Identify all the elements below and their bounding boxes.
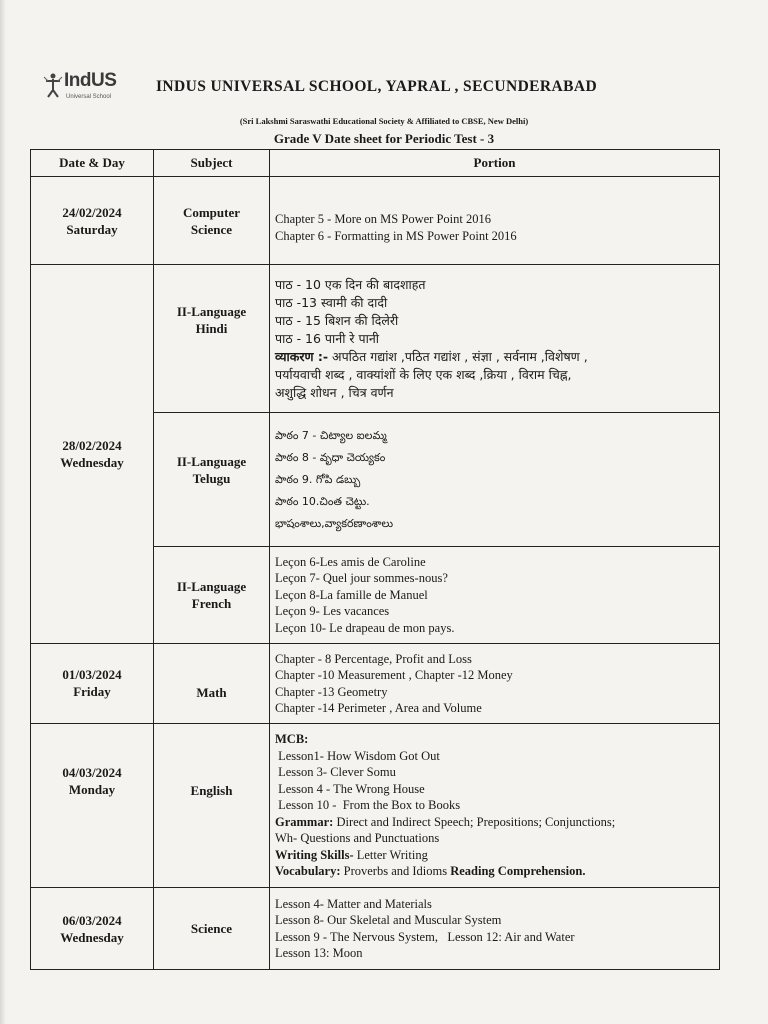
portion-line: పాఠం 10.చింత చెట్టు.	[275, 494, 370, 508]
portion-line: పాఠం 8 - వృధా చెయ్యకం	[275, 450, 386, 464]
portion-line: पाठ -13 स्वामी की दादी	[275, 294, 388, 310]
exam-day: Wednesday	[60, 455, 124, 470]
grammar-label: Grammar:	[275, 814, 334, 829]
lesson-line: Lesson 10 - From the Box to Books	[275, 798, 461, 813]
writing-label: Writing Skills-	[275, 847, 354, 862]
vocabulary-line	[275, 863, 719, 880]
portion-cell	[270, 644, 720, 724]
portion-line: Leçon 9- Les vacances	[275, 604, 390, 619]
portion-cell	[270, 177, 720, 265]
portion-cell	[270, 265, 720, 413]
portion-cell	[270, 888, 720, 970]
portion-line: Chapter 5 - More on MS Power Point 2016	[275, 212, 491, 226]
date-sheet-title: Grade V Date sheet for Periodic Test - 3	[273, 131, 495, 146]
portion-cell	[270, 724, 720, 888]
exam-date: 06/03/2024	[62, 912, 122, 928]
portion-line: పాఠం 9. గోపి డబ్బు	[275, 472, 361, 486]
portion-line: Lesson 13: Moon	[275, 946, 363, 960]
date-sheet-table	[30, 149, 720, 970]
header-subject: Subject	[154, 150, 270, 177]
portion-line: पर्यायवाची शब्द , वाक्यांशों के लिए एक शब्द ,क्रिया , विराम चिह्न,	[275, 366, 572, 382]
table-row	[31, 265, 720, 413]
subject-cell	[154, 644, 270, 724]
portion-line: Chapter 6 - Formatting in MS Power Point 2016	[275, 228, 517, 243]
date-cell	[31, 265, 154, 644]
portion-line: Leçon 6-Les amis de Caroline	[275, 554, 426, 569]
portion-line: Lesson 9 - The Nervous System, Lesson 12: Air and Water	[275, 929, 575, 944]
logo-text: IndUS	[64, 70, 117, 91]
school-name: INDUS UNIVERSAL SCHOOL, YAPRAL , SECUNDERABAD	[156, 78, 598, 95]
vocabulary-label: Vocabulary:	[275, 864, 341, 879]
exam-date: 04/03/2024	[62, 765, 122, 780]
lesson-line: Lesson1- How Wisdom Got Out	[275, 748, 440, 763]
grammar-label: व्याकरण :-	[275, 348, 329, 364]
grammar-line	[275, 348, 719, 366]
lesson-line: Lesson 4 - The Wrong House	[275, 781, 425, 796]
portion-line: Lesson 8- Our Skeletal and Muscular System	[275, 913, 502, 927]
reading-label: Reading Comprehension.	[450, 864, 586, 879]
portion-line: పాఠం 7 - చిట్యాల ఐలమ్మ	[275, 428, 387, 442]
subject-line: II-Language	[176, 579, 247, 594]
portion-line: Chapter - 8 Percentage, Profit and Loss	[275, 651, 472, 666]
table-row	[31, 888, 720, 970]
header-portion: Portion	[270, 150, 720, 177]
date-cell	[31, 724, 154, 888]
subject-line: Computer	[182, 204, 241, 220]
subject-cell	[154, 724, 270, 888]
subject-cell	[154, 177, 270, 265]
exam-day: Wednesday	[60, 929, 124, 945]
subject-cell	[154, 265, 270, 413]
lesson-line: Lesson 3- Clever Somu	[275, 765, 396, 780]
table-row	[31, 177, 720, 265]
logo-figure-icon	[42, 72, 64, 98]
table-row	[31, 644, 720, 724]
writing-text: Letter Writing	[353, 847, 428, 862]
portion-line: पाठ - 15 बिशन की दिलेरी	[275, 312, 399, 328]
subject-line: Math	[196, 685, 227, 700]
grammar-text: अपठित गद्यांश ,पठित गद्यांश , संज्ञा , सर्वनाम ,विशेषण ,	[328, 348, 588, 364]
portion-line: Leçon 10- Le drapeau de mon pays.	[275, 620, 455, 635]
mcb-label: MCB:	[275, 732, 309, 747]
portion-line: पाठ - 10 एक दिन की बादशाहत	[275, 276, 426, 292]
portion-line: Leçon 8-La famille de Manuel	[275, 587, 428, 602]
subject-line: English	[190, 783, 233, 798]
subject-line: Hindi	[195, 321, 228, 336]
portion-line: Lesson 4- Matter and Materials	[275, 896, 432, 911]
exam-day: Monday	[68, 782, 116, 797]
table-row	[31, 724, 720, 888]
portion-line: Chapter -13 Geometry	[275, 684, 388, 699]
subject-line: Science	[190, 221, 233, 237]
portion-line: अशुद्धि शोधन , चित्र वर्णन	[275, 384, 394, 400]
grammar-text: Direct and Indirect Speech; Prepositions; Conjunctions;	[333, 814, 616, 829]
society-affiliation: (Sri Lakshmi Saraswathi Educational Society & Affiliated to CBSE, New Delhi)	[239, 116, 529, 126]
subject-line: French	[191, 596, 232, 611]
portion-line: Leçon 7- Quel jour sommes-nous?	[275, 571, 448, 586]
logo-subtext: Universal School	[66, 94, 112, 100]
portion-line: पाठ - 16 पानी रे पानी	[275, 330, 380, 346]
portion-line: Wh- Questions and Punctuations	[275, 831, 440, 846]
exam-day: Saturday	[66, 221, 118, 237]
subject-line: II-Language	[176, 454, 247, 469]
header-date-day: Date & Day	[31, 150, 154, 177]
subject-cell	[154, 888, 270, 970]
portion-line: భాషంశాలు,వ్యాకరణాంశాలు	[275, 516, 394, 530]
writing-line	[275, 847, 719, 864]
exam-day: Friday	[73, 684, 111, 699]
date-cell	[31, 888, 154, 970]
page-edge-shadow	[0, 0, 6, 1024]
subject-line: Telugu	[192, 471, 231, 486]
date-cell	[31, 644, 154, 724]
subject-cell	[154, 413, 270, 547]
table-header-row	[31, 150, 720, 177]
portion-line: Chapter -10 Measurement , Chapter -12 Money	[275, 668, 513, 682]
portion-cell	[270, 413, 720, 547]
grammar-line	[275, 814, 719, 831]
school-logo	[42, 70, 122, 106]
subject-line: II-Language	[176, 304, 247, 319]
exam-date: 01/03/2024	[62, 667, 122, 682]
exam-date: 24/02/2024	[62, 204, 122, 220]
date-cell	[31, 177, 154, 265]
portion-cell	[270, 547, 720, 644]
subject-line: Science	[190, 921, 233, 936]
portion-line: Chapter -14 Perimeter , Area and Volume	[275, 701, 482, 715]
subject-cell	[154, 547, 270, 644]
exam-date: 28/02/2024	[62, 438, 122, 453]
vocabulary-text: Proverbs and Idioms	[340, 864, 451, 879]
